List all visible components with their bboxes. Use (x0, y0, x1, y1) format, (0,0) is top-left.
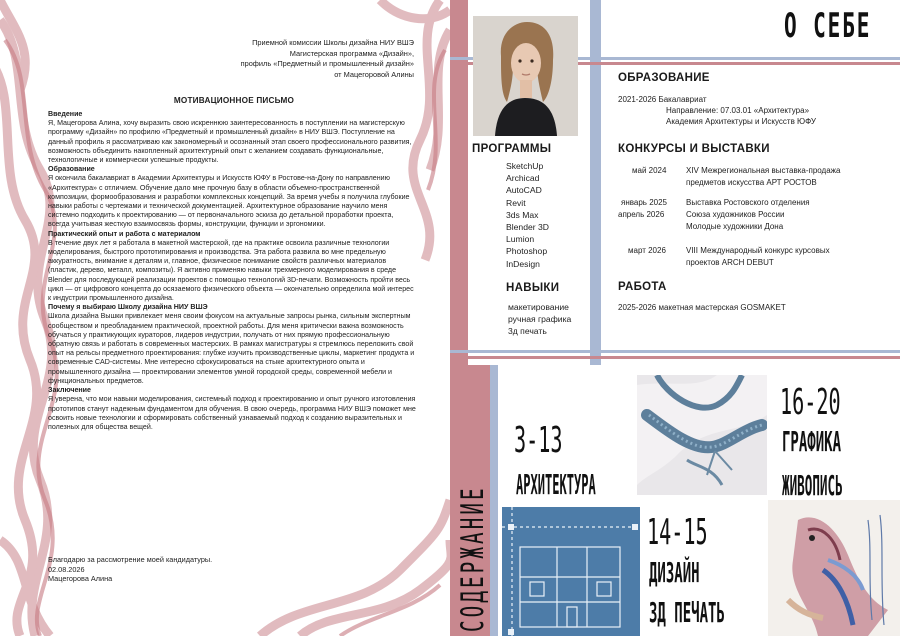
section-heading: Почему я выбираю Школу дизайна НИУ ВШЭ (48, 303, 208, 312)
knit-bag-illustration (637, 375, 767, 495)
portrait-illustration (473, 16, 578, 136)
address-line: профиль «Предметный и промышленный дизайн» (240, 59, 414, 69)
blue-bar-bottom (450, 350, 900, 353)
program-item: 3ds Max (506, 209, 539, 220)
contest-text: предметов искусства АРТ РОСТОВ (686, 178, 817, 187)
letter-signoff (48, 555, 212, 584)
contest-text: Выставка Ростовского отделения (686, 198, 810, 207)
letter-address (241, 38, 414, 80)
contest-text: проектов ARCH DEBUT (686, 258, 774, 267)
section-3dprint-label: 3Д ПЕЧАТЬ (649, 596, 725, 629)
program-item: Blender 3D (506, 222, 549, 233)
letter-date: 02.08.2026 (48, 564, 85, 574)
program-item: Archicad (506, 173, 540, 184)
contest-text: XIV Межрегиональная выставка-продажа (686, 166, 841, 175)
contents-title-wrap (455, 362, 489, 632)
section-heading: Заключение (48, 386, 91, 395)
pink-vertical-bar (450, 0, 468, 365)
work-heading: РАБОТА (618, 281, 667, 293)
program-item: Revit (506, 197, 526, 208)
section-heading: Образование (48, 165, 95, 174)
education-line-3: Академия Архитектуры и Искусств ЮФУ (666, 117, 816, 126)
contest-text: VIII Международный конкурс курсовых (686, 246, 830, 255)
letter-title: МОТИВАЦИОННОЕ ПИСЬМО (173, 96, 295, 105)
address-line: от Мацегоровой Алины (334, 69, 414, 79)
skills-list (508, 301, 571, 338)
portrait-photo (473, 16, 578, 136)
paragraph: Я окончила бакалавриат в Академии Архитектуры и Искусств ЮФУ в Ростове-на-Дону по направлению «Архитектура» с отличием. Обучение дало мне прочную базу в области объемно-пространственной композиции, формообразования и разработки комплексных концепций. За время учебы я получила глубокие навыки работы с чертежами и технической документацией. Архитектурное образование научило меня системно подходить к проектированию — от первоначального эскиза до детальной проработки проекта, всегда учитывая жесткую взаимосвязь формы, конструкции, функции и эргономики. (48, 174, 410, 229)
motivation-letter (48, 28, 420, 626)
blue-vertical-bar (590, 0, 601, 365)
section-architecture-label: АРХИТЕКТУРА (516, 468, 596, 501)
section-painting-label: ЖИВОПИСЬ (782, 469, 843, 502)
contest-date: март 2026 (628, 246, 666, 255)
contest-date: май 2024 (632, 166, 667, 175)
program-item: Photoshop (506, 246, 548, 257)
thanks-line: Благодарю за рассмотрение моей кандидатуры. (48, 555, 213, 564)
paragraph: В течение двух лет я работала в макетной мастерской, где на практике освоила различные технологии моделирования, быстрого прототипирования и производства. Эта работа развила во мне предельную аккуратность, внимание к деталям и, главное, физическое понимание свойств различных материалов (пластик, дерево, металл, композиты). Я активно применяю навыки трехмерного моделирования в среде Blender для последующей реализации проектов с помощью технологий 3D-печати. Возможность пройти весь цикл — от цифрового концепта до осязаемого физического объекта — окончательно определила мой интерес к индустрии промышленного дизайна. (48, 238, 414, 303)
program-item: AutoCAD (506, 185, 542, 196)
section-graphics-pages: 16-20 (780, 382, 841, 423)
paragraph: Я, Мацегорова Алина, хочу выразить свою искреннюю заинтересованность в поступлении на магистерскую программу «Дизайн» по профилю «Предметный и промышленный дизайн» в НИУ ВШЭ. Поступление на данный профиль я рассматриваю как закономерный и осознанный этап своего профессионального развития, возможность объединить накопленный архитектурный опыт с желанием создавать функциональные, технологичные и коммерчески успешные продукты. (48, 119, 412, 165)
contests-heading: КОНКУРСЫ И ВЫСТАВКИ (618, 143, 770, 155)
section-heading: Практический опыт и работа с материалом (48, 229, 201, 238)
painting-artwork (768, 500, 900, 636)
contest-text: Союза художников России (686, 210, 785, 219)
program-item: Lumion (506, 234, 535, 245)
skill-item: 3д печать (508, 326, 547, 337)
section-design-label: ДИЗАЙН (649, 556, 700, 589)
architecture-drawing (502, 507, 640, 636)
signature-name: Мацегорова Алина (48, 574, 113, 584)
contents-blue-strip (490, 365, 498, 636)
work-line: 2025-2026 макетная мастерская GOSMAKET (618, 303, 786, 312)
programs-list (506, 160, 549, 270)
skill-item: ручная графика (508, 314, 572, 325)
about-title: О СЕБЕ (784, 6, 872, 46)
education-heading: ОБРАЗОВАНИЕ (618, 72, 710, 84)
address-line: Магистерская программа «Дизайн», (289, 48, 414, 58)
blueprint-illustration (502, 507, 640, 636)
contents-title: СОДЕРЖАНИЕ (455, 485, 491, 632)
skill-item: макетирование (508, 302, 569, 312)
section-graphics-label: ГРАФИКА (782, 425, 842, 458)
education-line-2: Направление: 07.03.01 «Архитектура» (666, 106, 810, 115)
contest-text: Молодые художники Дона (686, 222, 784, 231)
paragraph: Я уверена, что мои навыки моделирования, системный подход к проектированию и опыт ручного изготовления прототипов станут надежным фундаментом для обучения. В свою очередь, программа НИУ ВШЭ поможет мне освоить новые технологии и сформировать собственный узнаваемый подход к созданию выразительных и полезных для общества вещей. (48, 395, 416, 431)
skills-heading: НАВЫКИ (506, 282, 560, 294)
contest-date: апрель 2026 (618, 210, 665, 219)
paragraph: Школа дизайна Вышки привлекает меня своим фокусом на актуальные запросы рынка, сильным экспертным сообществом и преобладанием практической, проектной работы. Для меня критически важна возможность обучаться у практикующих кураторов, лидеров индустрии, получать от них прямую профессиональную обратную связь и работать в современных мастерских. В рамках магистратуры я стремлюсь переложить свой опыт на рельсы предметного проектирования: глубже изучить производственные циклы, маркетинг продукта и современные CAD-системы. Мне интересно сфокусироваться на стыке архитектурного опыта и промышленного дизайна — проектировании элементов умной городской среды, современной мебели и функциональных предметов. (48, 312, 415, 385)
section-heading: Введение (48, 110, 83, 118)
address-line: Приемной комиссии Школы дизайна НИУ ВШЭ (252, 38, 414, 47)
letter-body (48, 110, 416, 432)
program-item: InDesign (506, 258, 540, 269)
pink-bar-bottom (450, 356, 900, 359)
program-item: SketchUp (506, 161, 544, 171)
painting-illustration (768, 500, 900, 636)
knit-bag-photo (637, 375, 767, 495)
section-design-pages: 14-15 (647, 512, 708, 553)
contest-date: январь 2025 (621, 198, 667, 207)
education-line-1: 2021-2026 Бакалавриат (618, 95, 707, 104)
programs-heading: ПРОГРАММЫ (472, 143, 552, 155)
section-architecture-pages: 3-13 (514, 420, 563, 461)
